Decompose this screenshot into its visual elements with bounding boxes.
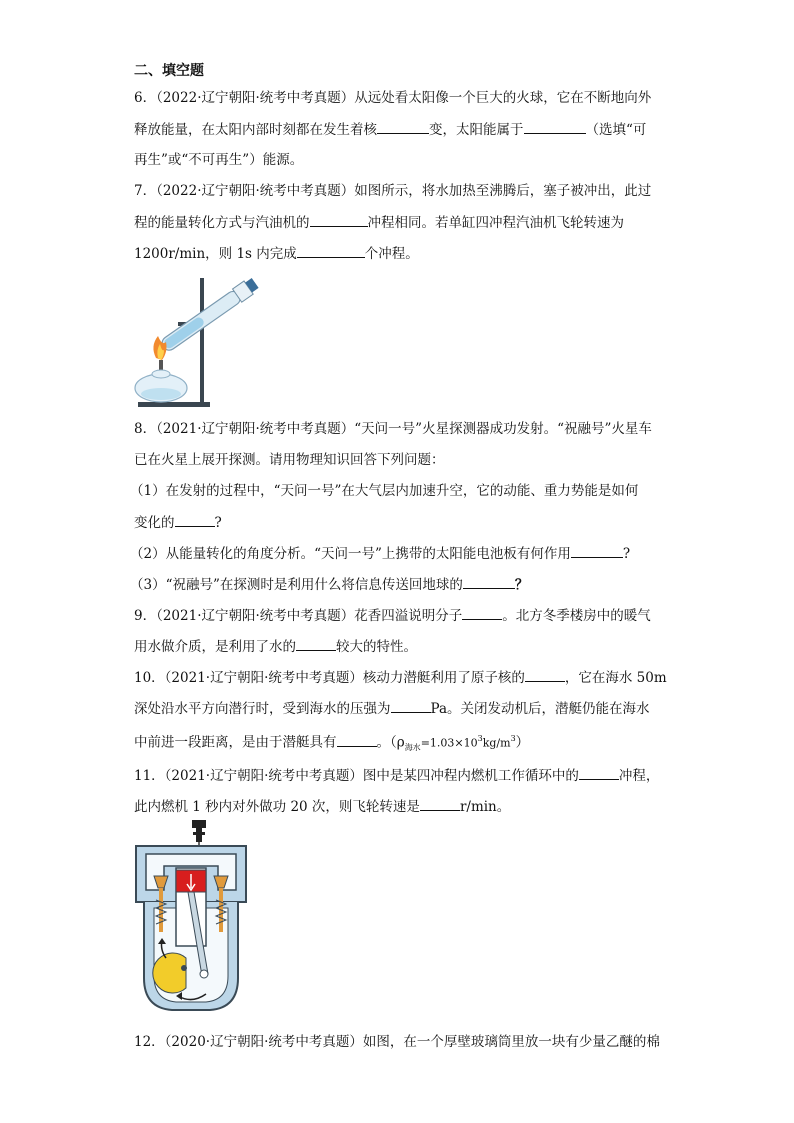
q7-line-1: 7．（2022·辽宁朝阳·统考中考真题）如图所示，将水加热至沸腾后，塞子被冲出，此过: [134, 183, 652, 199]
section-title: 二、填空题: [134, 63, 204, 79]
q9-text: 较大的特性。: [336, 639, 417, 655]
q9-text: 9．（2021·辽宁朝阳·统考中考真题）花香四溢说明分子: [134, 608, 463, 624]
q8-sub-3: [130, 575, 528, 594]
q10-superscript: 3: [510, 734, 516, 743]
q8-sub-1a: （1）在发射的过程中，“天问一号”在大气层内加速升空，它的动能、重力势能是如何: [130, 483, 639, 499]
q6-text: （选填“可: [585, 122, 647, 138]
q8-sub-2: [130, 544, 630, 563]
q10-text: ，它在海水 50m: [564, 670, 667, 686]
q10-text: kg/m: [482, 736, 511, 750]
q7-text: 1200r/min，则 1s 内完成: [134, 246, 297, 262]
q8-text: 变化的: [134, 515, 175, 531]
answer-blank[interactable]: [310, 213, 368, 227]
q12-line-1: 12．（2020·辽宁朝阳·统考中考真题）如图，在一个厚壁玻璃筒里放一块有少量乙醚的棉: [134, 1034, 660, 1050]
q8-text: ?: [214, 515, 222, 531]
q8-sub-1b: [134, 513, 222, 532]
q9-line-1: [134, 606, 651, 625]
q10-text: 中前进一段距离，是由于潜艇具有: [134, 734, 337, 751]
q10-text: 深处沿水平方向潜行时，受到海水的压强为: [134, 701, 391, 717]
q7-line-2: [134, 213, 624, 232]
q10-subscript: 海水: [404, 743, 421, 753]
q8-line-1: 8．（2021·辽宁朝阳·统考中考真题）“天问一号”火星探测器成功发射。“祝融号”火星车: [134, 421, 652, 437]
q11-text: r/min。: [459, 799, 511, 815]
q7-text: 程的能量转化方式与汽油机的: [134, 215, 310, 231]
q10-line-1: [134, 668, 667, 687]
q7-text: 个冲程。: [364, 246, 419, 262]
q6-text: 释放能量，在太阳内部时刻都在发生着核: [134, 122, 377, 138]
engine-stroke-figure: [132, 818, 250, 1014]
q10-line-3: [134, 730, 529, 757]
q7-line-3: [134, 244, 419, 263]
q11-text: 此内燃机 1 秒内对外做功 20 次，则飞轮转速是: [134, 799, 420, 815]
q6-text: 变，太阳能属于: [429, 122, 524, 138]
q8-line-2: 已在火星上展开探测。请用物理知识回答下列问题：: [134, 452, 445, 468]
q10-text: =1.03×10: [420, 736, 478, 750]
answer-blank[interactable]: [337, 733, 377, 747]
q10-line-2: [134, 699, 650, 718]
answer-blank[interactable]: [391, 699, 431, 713]
answer-blank[interactable]: [525, 668, 565, 682]
q9-text: 用水做介质，是利用了水的: [134, 639, 296, 655]
q8-text: ？: [514, 577, 529, 593]
q6-line-3: 再生”或“不可再生”）能源。: [134, 152, 304, 168]
q10-text: ）: [515, 734, 530, 751]
answer-blank[interactable]: [524, 120, 586, 134]
answer-blank[interactable]: [297, 244, 365, 258]
q6-line-2: [134, 120, 646, 139]
answer-blank[interactable]: [462, 606, 502, 620]
q6-line-1: [134, 89, 651, 107]
q7-text: 冲程相同。若单缸四冲程汽油机飞轮转速为: [367, 215, 624, 231]
q8-text: （3）“祝融号”在探测时是利用什么将信息传送回地球的: [130, 577, 463, 593]
q11-text: 11．（2021·辽宁朝阳·统考中考真题）图中是某四冲程内燃机工作循环中的: [134, 768, 579, 784]
q11-line-1: [134, 766, 659, 785]
q9-line-2: [134, 637, 417, 656]
test-tube-heating-figure: [128, 270, 260, 410]
q9-text: 。北方冬季楼房中的暖气: [502, 608, 651, 624]
answer-blank[interactable]: [377, 120, 429, 134]
q11-text: 冲程，: [618, 768, 660, 784]
q8-text: ?: [622, 546, 631, 562]
answer-blank[interactable]: [463, 575, 515, 589]
q10-text: 10．（2021·辽宁朝阳·统考中考真题）核动力潜艇利用了原子核的: [134, 670, 525, 686]
answer-blank[interactable]: [296, 637, 336, 651]
q11-line-2: [134, 797, 510, 816]
q10-text: Pa。关闭发动机后，潜艇仍能在海水: [430, 701, 650, 717]
q8-text: （2）从能量转化的角度分析。“天问一号”上携带的太阳能电池板有何作用: [130, 546, 571, 562]
answer-blank[interactable]: [175, 513, 215, 527]
q6-text: 6．（2022·辽宁朝阳·统考中考真题）从远处看太阳像一个巨大的火球，它在不断地向外: [134, 90, 652, 106]
answer-blank[interactable]: [579, 766, 619, 780]
q10-superscript: 3: [477, 734, 483, 743]
answer-blank[interactable]: [420, 797, 460, 811]
q10-text: 。（ρ: [376, 734, 405, 751]
answer-blank[interactable]: [571, 544, 623, 558]
